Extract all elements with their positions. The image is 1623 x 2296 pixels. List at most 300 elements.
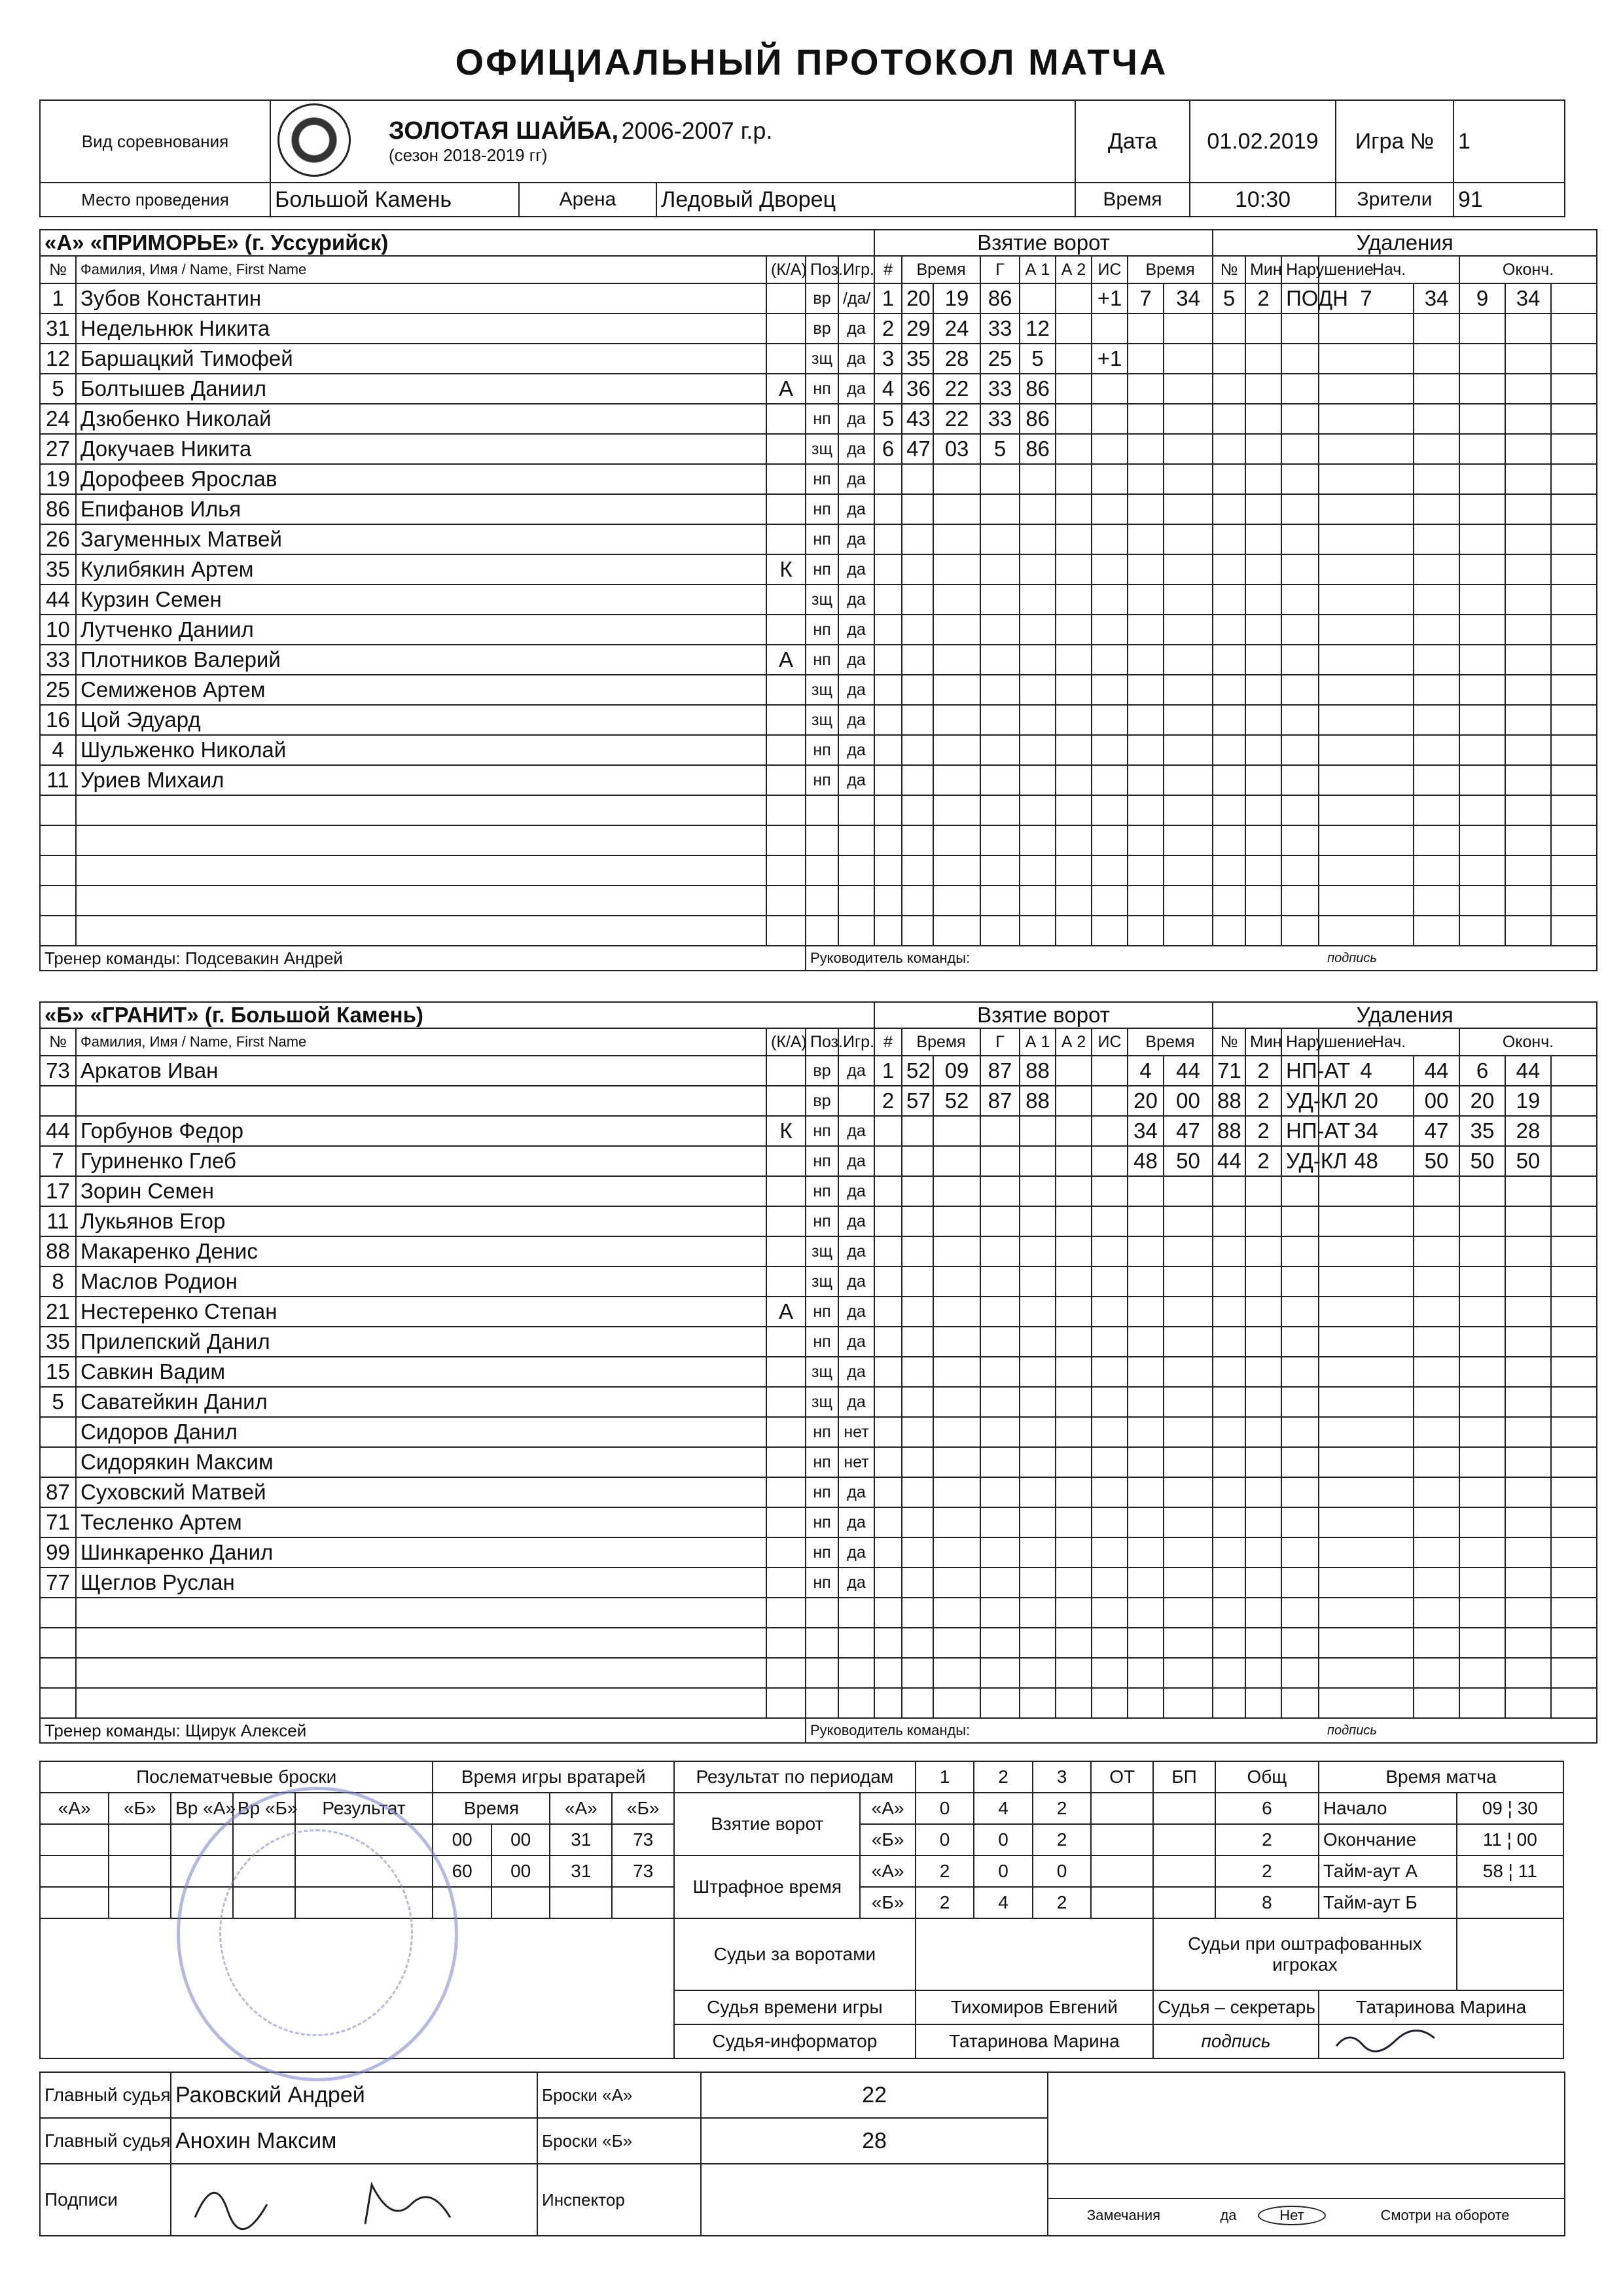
pim-a-p1: 2 [916,1856,974,1887]
penalty-start-min [1319,825,1414,855]
pim-team-a: «А» [860,1856,915,1887]
official-stamp [177,1787,458,2081]
penalty-infraction [1281,1387,1319,1417]
goal-assist-2 [1056,825,1092,855]
goal-number: 5 [874,404,902,434]
goal-assist-1: 86 [1020,374,1056,404]
goal-minute [902,1447,933,1477]
penalty-start-min [1319,1658,1414,1688]
team-header: «Б» «ГРАНИТ» (г. Большой Камень) [40,1002,874,1028]
penalty-minutes [1245,735,1281,765]
goal-minute [902,524,933,554]
penalty-minute [1128,584,1164,615]
penalty-player [1213,1206,1245,1236]
pim-b-total: 8 [1215,1887,1319,1918]
penalty-start-min [1319,645,1414,675]
penalty-minute [1128,1507,1164,1537]
penalty-minute [1128,916,1164,946]
player-number [40,1688,76,1718]
goal-is [1092,404,1128,434]
goal-second [933,1327,980,1357]
penalty-end-min [1459,314,1505,344]
goal-number [874,825,902,855]
goal-number [874,524,902,554]
goal-assist-2 [1056,1658,1092,1688]
goal-scorer [980,1176,1020,1206]
penalty-infraction [1281,765,1319,795]
goal-second [933,1507,980,1537]
signatures-label: Подписи [40,2164,171,2236]
player-role [766,1236,806,1266]
player-role [766,615,806,645]
player-position: нп [806,1568,838,1598]
player-name: Недельнюк Никита [76,314,766,344]
goal-scorer [980,886,1020,916]
col-pen-no: № [1213,256,1245,283]
penalty-minutes [1245,1688,1281,1718]
penalties-section-label: Удаления [1213,230,1597,256]
player-name [76,1086,766,1116]
goal-scorer [980,735,1020,765]
penalty-player [1213,1447,1245,1477]
player-position: нп [806,1507,838,1537]
player-played: нет [838,1447,874,1477]
player-role [766,1537,806,1568]
penalty-end-min [1459,825,1505,855]
goal-number [874,464,902,494]
col-start: Нач. [1319,256,1459,283]
penalty-start-min: 34 [1319,1116,1414,1146]
so-col-gk-a: Вр «А» [171,1793,233,1824]
goal-number [874,1146,902,1176]
goal-minute [902,1206,933,1236]
penalty-start-min [1319,554,1414,584]
goal-assist-1 [1020,675,1056,705]
player-role [766,825,806,855]
start-min: 30 [1517,1798,1538,1818]
match-date: 01.02.2019 [1190,100,1336,183]
goal-second [933,825,980,855]
goal-assist-2 [1056,283,1092,314]
player-played [838,886,874,916]
penalty-end-min [1459,615,1505,645]
player-name: Савкин Вадим [76,1357,766,1387]
penalty-infraction [1281,1266,1319,1297]
goal-assist-1: 88 [1020,1086,1056,1116]
penalty-minute: 20 [1128,1086,1164,1116]
player-number: 25 [40,675,76,705]
goals-a-ot [1091,1793,1153,1824]
penalty-minutes [1245,344,1281,374]
penalty-start-sec [1414,1477,1459,1507]
player-position: нп [806,1417,838,1447]
penalty-second [1164,795,1213,825]
player-position: зщ [806,1236,838,1266]
penalty-end-min [1459,1206,1505,1236]
see-back: Смотри на обороте [1380,2206,1510,2223]
penalty-end-min [1459,675,1505,705]
player-played: нет [838,1417,874,1447]
penalty-minutes [1245,615,1281,645]
goal-is [1092,645,1128,675]
penalty-end-sec: 50 [1505,1146,1551,1176]
penalty-second [1164,916,1213,946]
timekeeper-label: Судья времени игры [674,1990,916,2024]
penalty-infraction [1281,1628,1319,1658]
goal-assist-2 [1056,1628,1092,1658]
player-row [40,1628,1597,1658]
penalty-end-min [1459,916,1505,946]
player-role: А [766,1297,806,1327]
penalty-start-sec [1414,584,1459,615]
goal-number [874,1477,902,1507]
penalty-player: 88 [1213,1116,1245,1146]
player-row [40,1507,1597,1537]
goal-is [1092,554,1128,584]
player-position: вр [806,1086,838,1116]
penalty-end-min: 20 [1459,1086,1505,1116]
penalty-end-min [1459,1236,1505,1266]
penalty-player [1213,1176,1245,1206]
goal-assist-1 [1020,1176,1056,1206]
player-position: нп [806,1176,838,1206]
penalty-minutes [1245,1327,1281,1357]
goal-scorer [980,1116,1020,1146]
goal-number [874,765,902,795]
player-position: вр [806,283,838,314]
goal-is [1092,1236,1128,1266]
penalty-minutes: 2 [1245,1086,1281,1116]
penalty-minute [1128,1688,1164,1718]
goal-scorer [980,494,1020,524]
penalty-minute [1128,1417,1164,1447]
player-name: Саватейкин Данил [76,1387,766,1417]
penalty-infraction [1281,314,1319,344]
goal-minute [902,1327,933,1357]
goal-is: +1 [1092,283,1128,314]
player-role [766,1086,806,1116]
player-number: 11 [40,1206,76,1236]
goal-assist-1: 88 [1020,1056,1056,1086]
goal-minute [902,1628,933,1658]
goal-minute: 52 [902,1056,933,1086]
player-number [40,1658,76,1688]
goal-is [1092,795,1128,825]
penalty-player [1213,404,1245,434]
goal-assist-2 [1056,1447,1092,1477]
player-name: Шинкаренко Данил [76,1537,766,1568]
goal-scorer [980,1236,1020,1266]
goal-second [933,1568,980,1598]
penalty-minutes [1245,1387,1281,1417]
penalty-player [1213,886,1245,916]
penalty-start-sec [1414,1628,1459,1658]
penalty-start-min [1319,464,1414,494]
player-name: Цой Эдуард [76,705,766,735]
penalty-minutes [1245,1297,1281,1327]
player-name: Горбунов Федор [76,1116,766,1146]
player-number [40,916,76,946]
penalty-start-sec [1414,735,1459,765]
player-number: 44 [40,584,76,615]
pim-label: Штрафное время [674,1856,860,1918]
goal-assist-1 [1020,855,1056,886]
penalty-minute [1128,1176,1164,1206]
penalty-infraction [1281,494,1319,524]
goal-minute [902,1658,933,1688]
goal-scorer [980,705,1020,735]
penalty-end-min [1459,1387,1505,1417]
player-played: да [838,314,874,344]
goal-number [874,645,902,675]
goal-assist-2 [1056,1688,1092,1718]
period-ot: ОТ [1091,1761,1153,1793]
penalty-second [1164,314,1213,344]
signature-label: подпись [1153,2024,1319,2058]
goal-is [1092,1116,1128,1146]
penalty-player [1213,1568,1245,1598]
col-a2: А 2 [1056,256,1092,283]
player-role [766,1688,806,1718]
goal-is [1092,675,1128,705]
player-position: вр [806,314,838,344]
col-end: Оконч. [1459,1028,1597,1056]
player-number: 31 [40,314,76,344]
goal-scorer [980,1477,1020,1507]
penalty-minute [1128,1297,1164,1327]
goals-b-p1: 0 [916,1824,974,1856]
col-a1: А 1 [1020,256,1056,283]
penalty-second [1164,374,1213,404]
penalty-end-sec [1505,464,1551,494]
penalty-start-min [1319,1236,1414,1266]
penalty-start-min [1319,1537,1414,1568]
player-row [40,1357,1597,1387]
goal-assist-1 [1020,1688,1056,1718]
player-row [40,1658,1597,1688]
player-name: Шульженко Николай [76,735,766,765]
goal-second [933,1447,980,1477]
goal-assist-2 [1056,1417,1092,1447]
player-position: нп [806,1327,838,1357]
penalty-minute: 34 [1128,1116,1164,1146]
player-number: 88 [40,1236,76,1266]
goal-minute [902,1598,933,1628]
goal-is [1092,615,1128,645]
end-hour: 11 [1482,1829,1502,1850]
player-name [76,855,766,886]
shots-b: 28 [701,2118,1048,2164]
goal-scorer: 87 [980,1086,1020,1116]
penalty-minutes [1245,1266,1281,1297]
player-played [838,1598,874,1628]
goal-second [933,795,980,825]
player-role [766,675,806,705]
penalty-start-min [1319,1327,1414,1357]
penalty-minutes [1245,855,1281,886]
penalty-end-sec [1505,615,1551,645]
game-number: 1 [1454,100,1565,183]
goal-minute [902,1176,933,1206]
goal-is [1092,1086,1128,1116]
goal-number: 2 [874,1086,902,1116]
penalty-end-sec [1505,1176,1551,1206]
penalty-minutes [1245,765,1281,795]
goal-is [1092,735,1128,765]
goal-is [1092,1266,1128,1297]
goal-minute [902,1297,933,1327]
player-row [40,404,1597,434]
player-position [806,916,838,946]
penalty-infraction [1281,404,1319,434]
goal-second [933,765,980,795]
goal-assist-2 [1056,1507,1092,1537]
goal-minute [902,494,933,524]
penalty-start-min [1319,735,1414,765]
goal-second [933,1387,980,1417]
remarks-yes: да [1220,2206,1237,2223]
goal-number: 3 [874,344,902,374]
player-played: да [838,1266,874,1297]
goal-is [1092,886,1128,916]
penalty-start-min [1319,314,1414,344]
penalty-end-sec [1505,675,1551,705]
goal-number [874,1357,902,1387]
penalty-player [1213,374,1245,404]
player-name: Зорин Семен [76,1176,766,1206]
goal-second [933,886,980,916]
player-row [40,886,1597,916]
penalty-player [1213,554,1245,584]
goal-assist-2 [1056,1477,1092,1507]
goal-second [933,1176,980,1206]
goal-assist-1 [1020,886,1056,916]
goal-scorer [980,554,1020,584]
col-goal-time: Время [902,256,980,283]
player-number: 11 [40,765,76,795]
goal-assist-1: 86 [1020,404,1056,434]
player-played [838,855,874,886]
goalie-time-label: Время игры вратарей [433,1761,674,1793]
penalty-player [1213,524,1245,554]
penalty-start-min [1319,584,1414,615]
remarks-no: Нет [1258,2206,1326,2225]
player-name [76,1598,766,1628]
player-position: зщ [806,1266,838,1297]
penalty-minutes [1245,1477,1281,1507]
goal-minute [902,645,933,675]
penalty-minute [1128,615,1164,645]
penalty-player [1213,1236,1245,1266]
goal-is [1092,524,1128,554]
penalty-second [1164,1236,1213,1266]
player-played: да [838,524,874,554]
col-a2: А 2 [1056,1028,1092,1056]
goal-minute [902,1477,933,1507]
penalty-start-sec [1414,1357,1459,1387]
goal-assist-2 [1056,675,1092,705]
player-played: да [838,434,874,464]
player-role [766,1417,806,1447]
goal-assist-1 [1020,584,1056,615]
penalty-end-min: 9 [1459,283,1505,314]
goals-b-p2: 0 [974,1824,1033,1856]
penalty-end-min [1459,1658,1505,1688]
penalty-infraction [1281,1206,1319,1236]
shots-a: 22 [701,2072,1048,2118]
goal-scorer [980,855,1020,886]
goal-assist-1 [1020,1297,1056,1327]
goal-assist-1 [1020,1146,1056,1176]
player-name: Лукьянов Егор [76,1206,766,1236]
player-number: 10 [40,615,76,645]
penalty-minute [1128,464,1164,494]
player-row [40,494,1597,524]
goal-scorer [980,675,1020,705]
penalty-player [1213,434,1245,464]
penalty-second [1164,1658,1213,1688]
player-position [806,855,838,886]
goal-assist-1 [1020,524,1056,554]
goal-scorer [980,1447,1020,1477]
player-role [766,765,806,795]
penalty-start-min [1319,765,1414,795]
goal-second: 19 [933,283,980,314]
player-played: да [838,765,874,795]
penalty-end-min [1459,765,1505,795]
goal-assist-2 [1056,344,1092,374]
penalty-end-sec [1505,1658,1551,1688]
player-row [40,705,1597,735]
penalty-minutes: 2 [1245,1056,1281,1086]
player-played [838,1086,874,1116]
penalty-player [1213,344,1245,374]
penalty-minutes [1245,494,1281,524]
player-role [766,494,806,524]
player-name: Болтышев Даниил [76,374,766,404]
goal-assist-1 [1020,645,1056,675]
birth-years: 2006-2007 г.р. [621,117,773,144]
penalty-infraction [1281,464,1319,494]
penalty-end-min [1459,584,1505,615]
player-played: да [838,1206,874,1236]
shots-b-label: Броски «Б» [537,2118,701,2164]
informer: Татаринова Марина [916,2024,1153,2058]
player-row [40,645,1597,675]
goal-is [1092,1598,1128,1628]
penalty-infraction [1281,825,1319,855]
penalty-player [1213,615,1245,645]
team-b-roster [39,1001,1597,1744]
penalty-end-sec [1505,1417,1551,1447]
penalty-second [1164,554,1213,584]
goal-second [933,554,980,584]
penalty-start-min [1319,434,1414,464]
goal-scorer [980,825,1020,855]
player-played: да [838,705,874,735]
penalty-end-sec [1505,524,1551,554]
penalty-end-sec [1505,1206,1551,1236]
goal-number [874,1297,902,1327]
player-row [40,1236,1597,1266]
pim-a-p2: 0 [974,1856,1033,1887]
penalty-infraction: НП-АТ [1281,1056,1319,1086]
player-name: Тесленко Артем [76,1507,766,1537]
goals-a-p1: 0 [916,1793,974,1824]
player-name: Макаренко Денис [76,1236,766,1266]
penalty-start-sec [1414,1327,1459,1357]
goal-assist-2 [1056,494,1092,524]
